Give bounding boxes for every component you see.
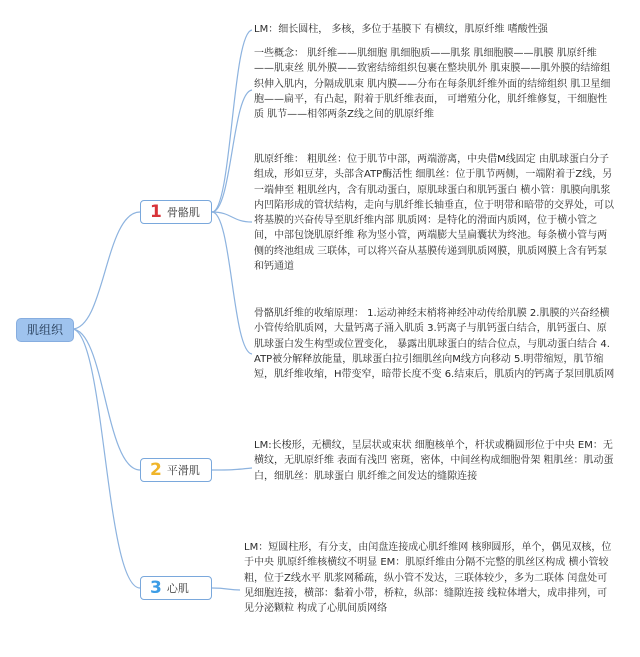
- connector-branch3-note1: [212, 588, 240, 590]
- connector-root-branch2: [72, 329, 140, 470]
- connector-root-branch3: [72, 329, 140, 588]
- branch-skeletal-muscle[interactable]: [140, 200, 212, 224]
- branch-label: 平滑肌: [166, 464, 200, 477]
- branch-cardiac-muscle[interactable]: [140, 576, 212, 600]
- connector-branch1-note4: [212, 212, 252, 354]
- note-smooth-muscle: LM:长梭形，无横纹，呈层状或束状 细胞核单个，杆状或椭圆形位于中央 EM：无横纹，无肌原纤维 表面有浅凹 密斑，密体，中间丝构成细胞骨架 粗肌丝：肌动蛋白，细肌丝：肌球蛋白 肌纤维之间发达的缝隙连接: [254, 440, 614, 482]
- connector-root-branch1: [72, 212, 140, 329]
- branch-label: 骨骼肌: [166, 206, 200, 219]
- branch-smooth-muscle[interactable]: [140, 458, 212, 482]
- branch-number: 3: [150, 577, 162, 598]
- branch-number: 1: [150, 201, 162, 222]
- note-cardiac-muscle: LM：短圆柱形，有分支，由闰盘连接成心肌纤维网 核卵圆形，单个，偶见双核，位于中央 肌原纤维核横纹不明显 EM：肌原纤维由分隔不完整的肌丝区构成 横小管较粗，位于Z线水平 肌浆网稀疏，纵小管不发达，三联体较少，多为二联体 闰盘处可见细胞连接，横部：黏着小带，桥粒，纵部：缝隙连接 线粒体增大，成串排列，可见分泌颗粒 构成了心肌间质网络: [244, 542, 612, 615]
- branch-number: 2: [150, 459, 162, 480]
- connector-branch1-note2: [212, 90, 252, 212]
- note-skeletal-concepts: 一些概念： 肌纤维——肌细胞 肌细胞质——肌浆 肌细胞膜——肌膜 肌原纤维——肌束丝 肌外膜——致密结缔组织包裹在整块肌外 肌束膜——肌外膜的结缔组织伸入肌内，分隔成肌束 肌内膜——分布在每条肌纤维外面的结缔组织 肌卫星细胞——扁平，有凸起，附着于肌纤维表面， 可增殖分化，肌纤维修复，干细胞性质 肌节——相邻两条Z线之间的肌原纤维: [254, 48, 611, 121]
- connector-branch2-note1: [212, 468, 252, 470]
- root-node[interactable]: 肌组织: [16, 318, 74, 342]
- connector-branch1-note1: [212, 30, 252, 212]
- note-skeletal-lm: LM：细长圆柱， 多核，多位于基膜下 有横纹，肌原纤维 嗜酸性强: [254, 24, 548, 35]
- note-skeletal-myofibril: 肌原纤维： 粗肌丝：位于肌节中部，两端游离，中央借M线固定 由肌球蛋白分子组成，形如豆芽，头部含ATP酶活性 细肌丝：位于肌节两侧，一端附着于Z线，另一端伸至 粗肌丝内，含有肌动蛋白，原肌球蛋白和肌钙蛋白 横小管：肌膜向肌浆内凹陷形成的管状结构，走向与肌纤维长轴垂直，位于明带和暗带的交界处，可以将基膜的兴奋传导至肌纤维内部 肌质网：是特化的滑面内质网，位于横小管之间，中部包饶肌原纤维 称为竖小管，两端膨大呈扁囊状为终池。每条横小管与两侧的终池组成 三联体，可以将兴奋从基膜传递到肌质网膜，肌质网膜上含有钙泵和钙通道: [254, 154, 614, 273]
- note-skeletal-contraction: 骨骼肌纤维的收缩原理： 1.运动神经末梢将神经冲动传给肌膜 2.肌膜的兴奋经横小管传给肌质网，大量钙离子涌入肌质 3.钙离子与肌钙蛋白结合，肌钙蛋白、原肌球蛋白发生构型或位置变化， 暴露出肌球蛋白的结合位点，与肌动蛋白结合 4.ATP被分解释放能量，肌球蛋白拉引细肌丝向M线方向移动 5.明带缩短，肌节缩短，肌纤维收缩，H带变窄，暗带长度不变 6.结束后，肌质内的钙离子泵回肌质网: [254, 308, 615, 381]
- branch-label: 心肌: [166, 582, 189, 595]
